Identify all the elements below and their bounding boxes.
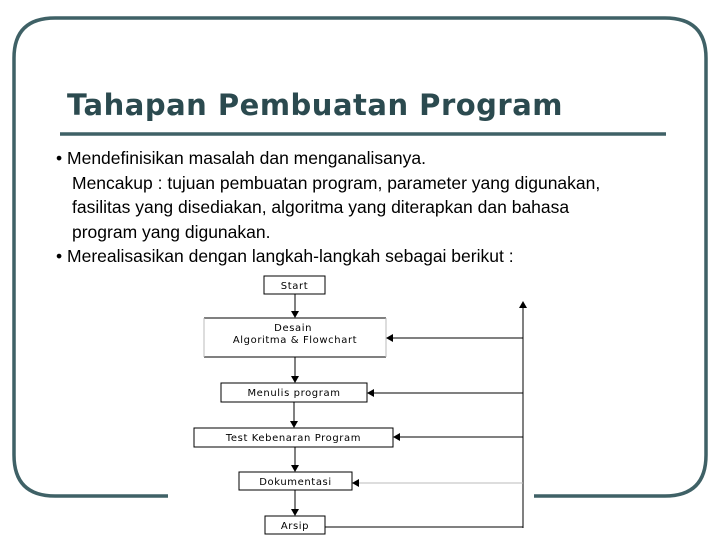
flow-step-menulis-label: Menulis program: [247, 388, 341, 399]
bullet-text: Mendefinisikan masalah dan menganalisanya.: [67, 148, 426, 168]
flow-step-test-label: Test Kebenaran Program: [225, 433, 362, 444]
bullet-continuation: fasilitas yang disediakan, algoritma yang diterapkan dan bahasa: [72, 197, 570, 217]
flow-step-dokumentasi-label: Dokumentasi: [259, 477, 332, 488]
bullet-continuation: Mencakup : tujuan pembuatan program, parameter yang digunakan,: [72, 172, 601, 193]
bullet-marker: •: [56, 148, 63, 168]
page-title: Tahapan Pembuatan Program: [67, 88, 564, 122]
bullet-continuation: program yang digunakan.: [72, 221, 271, 242]
flow-step-start-label: Start: [280, 281, 309, 292]
flow-step-arsip-label: Arsip: [280, 521, 310, 532]
bullet-text: Merealisasikan dengan langkah-langkah sebagai berikut :: [67, 246, 514, 266]
bullet-marker: •: [56, 246, 63, 266]
flow-step-desain-label: Desain Algoritma & Flowchart: [232, 323, 358, 346]
